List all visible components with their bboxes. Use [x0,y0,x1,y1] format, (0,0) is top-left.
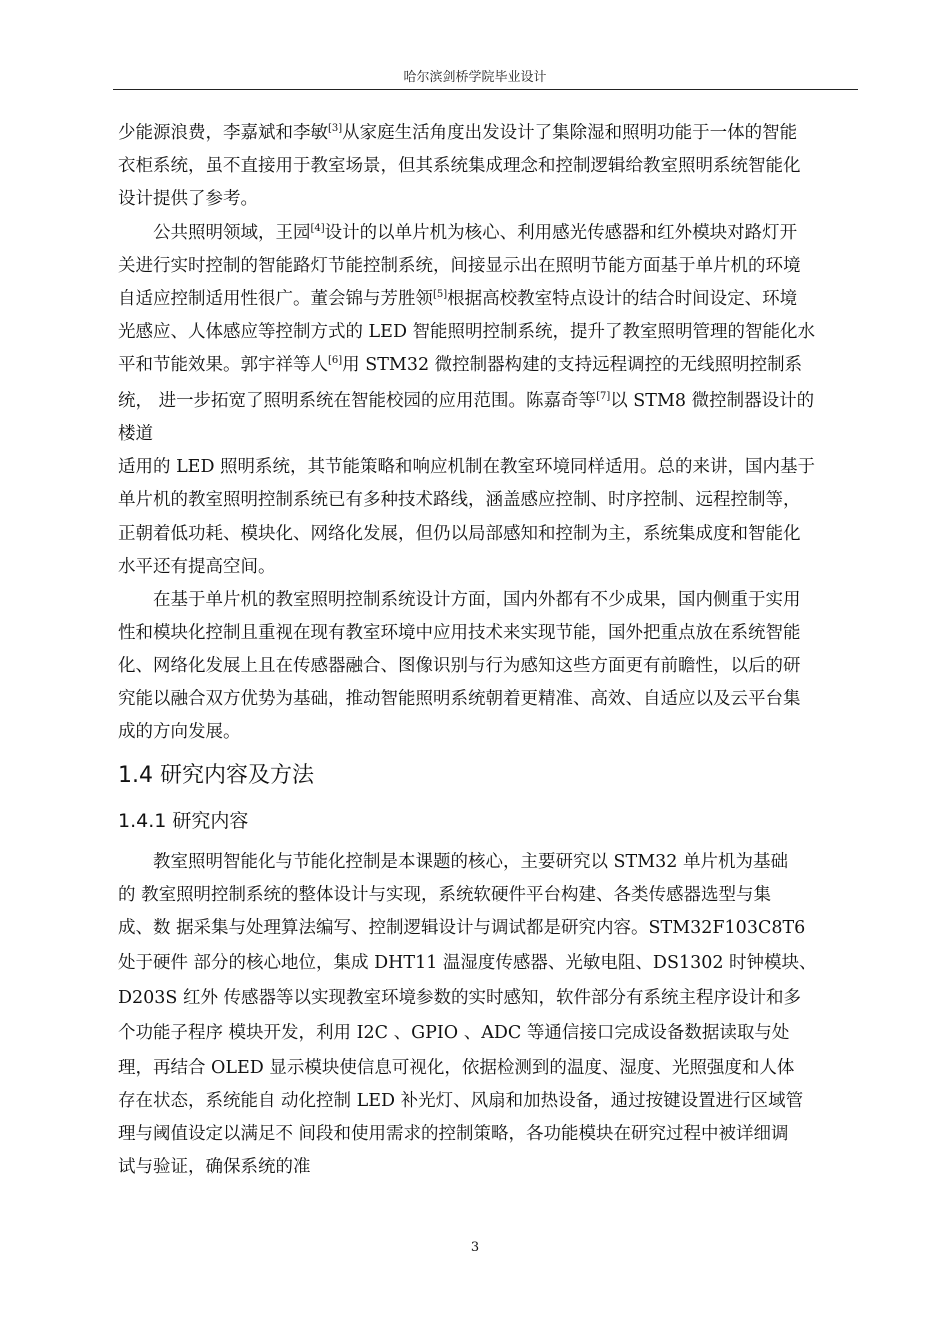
body-line: 个功能子程序 模块开发，利用 I2C 、GPIO 、ADC 等通信接口完成设备数据读取与处 [118,1023,790,1043]
citation: [5] [433,289,448,301]
body-line: 关进行实时控制的智能路灯节能控制系统，间接显示出在照明节能方面基于单片机的环境 [118,256,801,276]
page-header: 哈尔滨剑桥学院毕业设计 [403,70,547,85]
subsection-heading: 1.4.1 研究内容 [118,810,249,832]
header-rule [113,89,858,90]
body-line: 的 教室照明控制系统的整体设计与实现，系统软硬件平台构建、各类传感器选型与集 [118,885,772,905]
body-line: 理，再结合 OLED 显示模块使信息可视化，依据检测到的温度、湿度、光照强度和人体 [118,1058,795,1078]
page-number: 3 [470,1240,480,1255]
body-line: 存在状态，系统能自 动化控制 LED 补光灯、风扇和加热设备，通过按键设置进行区域管 [118,1091,804,1111]
body-line: 成、数 据采集与处理算法编写、控制逻辑设计与调试都是研究内容。STM32F103C8T6 [118,918,806,938]
body-line: 在基于单片机的教室照明控制系统设计方面，国内外都有不少成果，国内侧重于实用 [153,590,801,610]
body-line: 平和节能效果。郭宇祥等人[6]用 STM32 微控制器构建的支持远程调控的无线照明控制系 [118,355,803,375]
section-heading: 1.4 研究内容及方法 [118,763,314,788]
citation: [7] [596,391,611,403]
body-line: 成的方向发展。 [118,722,241,742]
body-line: 化、网络化发展上且在传感器融合、图像识别与行为感知这些方面更有前瞻性，以后的研 [118,656,801,676]
body-line: 处于硬件 部分的核心地位，集成 DHT11 温湿度传感器、光敏电阻、DS1302 时钟模块、 [118,953,817,973]
citation: [3] [328,123,343,135]
body-line: 性和模块化控制且重视在现有教室环境中应用技术来实现节能，国外把重点放在系统智能 [118,623,801,643]
body-line: 设计提供了参考。 [118,189,258,209]
citation: [6] [328,355,343,367]
body-line: 自适应控制适用性很广。董会锦与芳胜领[5]根据高校教室特点设计的结合时间设定、环境 [118,289,798,309]
body-line: 试与验证，确保系统的准 [118,1157,311,1177]
body-line: 水平还有提高空间。 [118,557,276,577]
body-line: 光感应、人体感应等控制方式的 LED 智能照明控制系统，提升了教室照明管理的智能化水 [118,322,816,342]
body-line: 少能源浪费，李嘉斌和李敏[3]从家庭生活角度出发设计了集除湿和照明功能于一体的智能 [118,123,798,143]
body-line: 究能以融合双方优势为基础，推动智能照明系统朝着更精准、高效、自适应以及云平台集 [118,689,801,709]
body-line: 衣柜系统，虽不直接用于教室场景，但其系统集成理念和控制逻辑给教室照明系统智能化 [118,156,801,176]
body-line: 适用的 LED 照明系统，其节能策略和响应机制在教室环境同样适用。总的来讲，国内基于 [118,457,816,477]
body-line: 正朝着低功耗、模块化、网络化发展，但仍以局部感知和控制为主，系统集成度和智能化 [118,524,801,544]
body-line: 楼道 [118,424,153,444]
body-line: 理与阈值设定以满足不 间段和使用需求的控制策略，各功能模块在研究过程中被详细调 [118,1124,789,1144]
body-line: D203S 红外 传感器等以实现教室环境参数的实时感知，软件部分有系统主程序设计和多 [118,988,802,1008]
body-line: 统， 进一步拓宽了照明系统在智能校园的应用范围。陈嘉奇等[7]以 STM8 微控制器设计的 [118,391,815,411]
body-line: 公共照明领域，王园[4]设计的以单片机为核心、利用感光传感器和红外模块对路灯开 [153,223,798,243]
body-line: 单片机的教室照明控制系统已有多种技术路线，涵盖感应控制、时序控制、远程控制等， [118,490,801,510]
citation: [4] [310,223,325,235]
body-line: 教室照明智能化与节能化控制是本课题的核心，主要研究以 STM32 单片机为基础 [153,852,788,872]
